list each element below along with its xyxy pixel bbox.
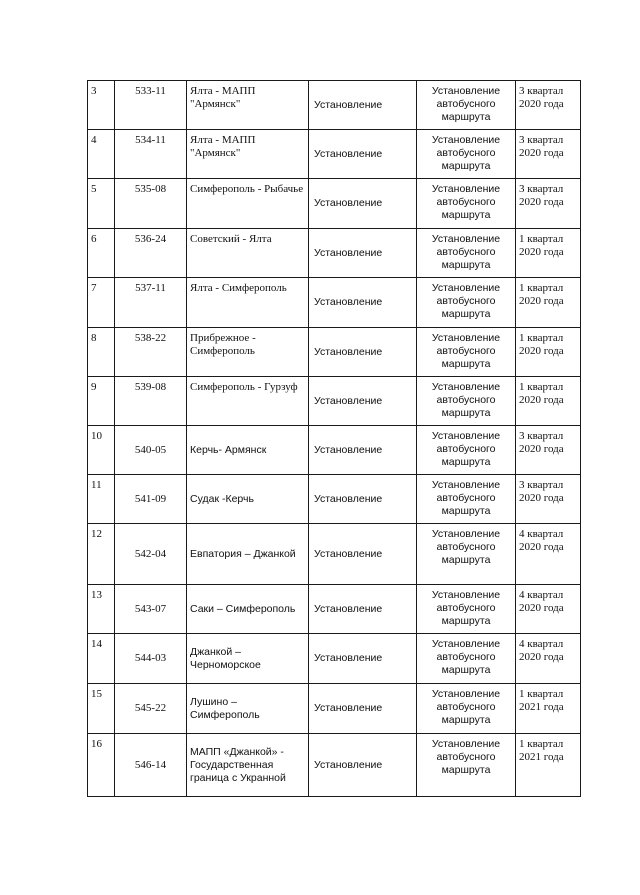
table-row: [88, 634, 581, 684]
route-code: 543-07: [115, 585, 187, 634]
row-number: 10: [88, 426, 115, 475]
route-type: Установление автобусного маршрута: [417, 130, 516, 179]
route-code: 537-11: [115, 278, 187, 328]
table-row: [88, 179, 581, 229]
action-text: Установление: [309, 585, 417, 634]
route-type: Установление автобусного маршрута: [417, 524, 516, 585]
row-number: 16: [88, 734, 115, 797]
period-text: 1 квартал 2020 года: [516, 377, 581, 426]
route-name: Симферополь - Гурзуф: [187, 377, 309, 426]
routes-table: [87, 80, 581, 797]
route-type: Установление автобусного маршрута: [417, 278, 516, 328]
action-text: Установление: [309, 634, 417, 684]
route-code: 533-11: [115, 81, 187, 130]
route-type: Установление автобусного маршрута: [417, 328, 516, 377]
row-number: 9: [88, 377, 115, 426]
action-text: Установление: [309, 734, 417, 797]
period-text: 4 квартал 2020 года: [516, 585, 581, 634]
period-text: 1 квартал 2021 года: [516, 734, 581, 797]
route-code: 539-08: [115, 377, 187, 426]
period-text: 1 квартал 2021 года: [516, 684, 581, 734]
route-name: Саки – Симферополь: [187, 585, 309, 634]
route-code: 545-22: [115, 684, 187, 734]
action-text: Установление: [309, 524, 417, 585]
period-text: 3 квартал 2020 года: [516, 426, 581, 475]
table-row: [88, 684, 581, 734]
table-row: [88, 377, 581, 426]
route-type: Установление автобусного маршрута: [417, 377, 516, 426]
action-text: Установление: [309, 130, 417, 179]
period-text: 4 квартал 2020 года: [516, 634, 581, 684]
period-text: 1 квартал 2020 года: [516, 328, 581, 377]
route-type: Установление автобусного маршрута: [417, 426, 516, 475]
route-code: 535-08: [115, 179, 187, 229]
route-type: Установление автобусного маршрута: [417, 634, 516, 684]
period-text: 1 квартал 2020 года: [516, 278, 581, 328]
route-type: Установление автобусного маршрута: [417, 179, 516, 229]
table-row: [88, 328, 581, 377]
action-text: Установление: [309, 684, 417, 734]
table-body: [88, 81, 581, 797]
table-row: [88, 475, 581, 524]
row-number: 14: [88, 634, 115, 684]
route-type: Установление автобусного маршрута: [417, 734, 516, 797]
table-row: [88, 229, 581, 278]
action-text: Установление: [309, 377, 417, 426]
period-text: 3 квартал 2020 года: [516, 81, 581, 130]
route-type: Установление автобусного маршрута: [417, 81, 516, 130]
period-text: 3 квартал 2020 года: [516, 475, 581, 524]
row-number: 3: [88, 81, 115, 130]
table-row: [88, 81, 581, 130]
row-number: 11: [88, 475, 115, 524]
action-text: Установление: [309, 328, 417, 377]
route-type: Установление автобусного маршрута: [417, 475, 516, 524]
route-name: Симферополь - Рыбачье: [187, 179, 309, 229]
route-type: Установление автобусного маршрута: [417, 585, 516, 634]
route-name: Лушино – Симферополь: [187, 684, 309, 734]
row-number: 6: [88, 229, 115, 278]
action-text: Установление: [309, 81, 417, 130]
route-name: Советский - Ялта: [187, 229, 309, 278]
period-text: 3 квартал 2020 года: [516, 179, 581, 229]
action-text: Установление: [309, 278, 417, 328]
row-number: 13: [88, 585, 115, 634]
table-row: [88, 130, 581, 179]
route-code: 536-24: [115, 229, 187, 278]
route-code: 546-14: [115, 734, 187, 797]
route-code: 540-05: [115, 426, 187, 475]
action-text: Установление: [309, 475, 417, 524]
row-number: 4: [88, 130, 115, 179]
action-text: Установление: [309, 229, 417, 278]
period-text: 1 квартал 2020 года: [516, 229, 581, 278]
row-number: 15: [88, 684, 115, 734]
table-row: [88, 585, 581, 634]
row-number: 5: [88, 179, 115, 229]
table-row: [88, 734, 581, 797]
route-code: 544-03: [115, 634, 187, 684]
action-text: Установление: [309, 426, 417, 475]
period-text: 3 квартал 2020 года: [516, 130, 581, 179]
route-name: Ялта - Симферополь: [187, 278, 309, 328]
route-name: Ялта - МАПП "Армянск": [187, 81, 309, 130]
route-name: Джанкой – Черноморское: [187, 634, 309, 684]
row-number: 12: [88, 524, 115, 585]
action-text: Установление: [309, 179, 417, 229]
route-code: 542-04: [115, 524, 187, 585]
route-name: Судак -Керчь: [187, 475, 309, 524]
table-row: [88, 524, 581, 585]
route-name: Ялта - МАПП "Армянск": [187, 130, 309, 179]
route-name: Прибрежное - Симферополь: [187, 328, 309, 377]
route-name: Евпатория – Джанкой: [187, 524, 309, 585]
route-type: Установление автобусного маршрута: [417, 229, 516, 278]
route-name: МАПП «Джанкой» - Государственная граница с Укранной: [187, 734, 309, 797]
row-number: 8: [88, 328, 115, 377]
row-number: 7: [88, 278, 115, 328]
route-code: 541-09: [115, 475, 187, 524]
period-text: 4 квартал 2020 года: [516, 524, 581, 585]
route-code: 534-11: [115, 130, 187, 179]
route-type: Установление автобусного маршрута: [417, 684, 516, 734]
route-code: 538-22: [115, 328, 187, 377]
table-row: [88, 278, 581, 328]
table-row: [88, 426, 581, 475]
route-name: Керчь- Армянск: [187, 426, 309, 475]
